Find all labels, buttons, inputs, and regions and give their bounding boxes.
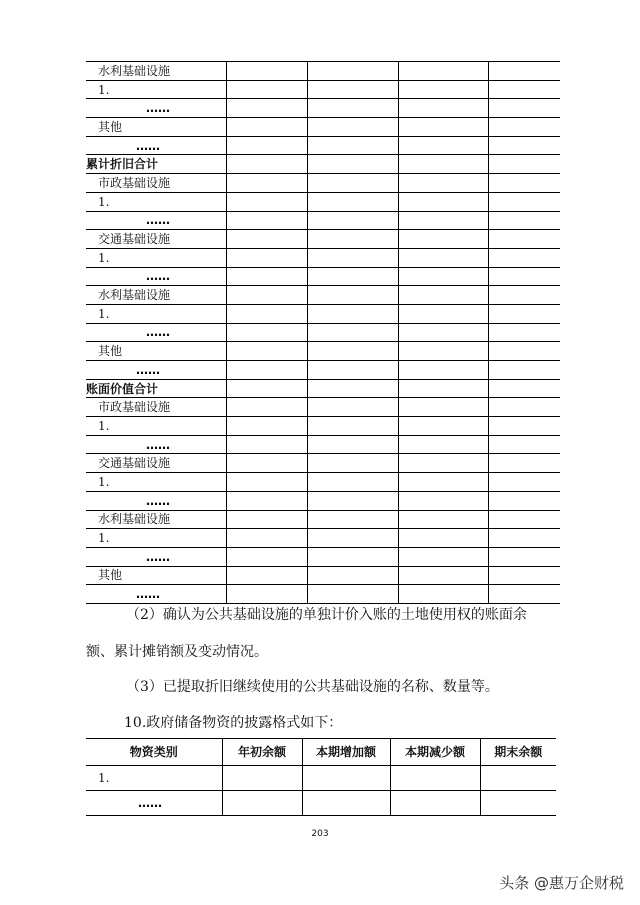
row-label: …… bbox=[86, 361, 226, 380]
row-label: …… bbox=[136, 587, 160, 602]
empty-cell bbox=[398, 99, 488, 118]
empty-cell bbox=[488, 286, 560, 305]
empty-cell bbox=[398, 304, 488, 323]
row-label: …… bbox=[86, 435, 226, 454]
empty-cell bbox=[398, 174, 488, 193]
header-material-category: 物资类别 bbox=[86, 739, 222, 766]
empty-cell bbox=[226, 342, 307, 361]
empty-cell bbox=[488, 473, 560, 492]
section-10-heading: 10.政府储备物资的披露格式如下： bbox=[124, 715, 343, 731]
table-row bbox=[86, 361, 560, 380]
empty-cell bbox=[488, 323, 560, 342]
empty-cell bbox=[488, 547, 560, 566]
empty-cell bbox=[488, 491, 560, 510]
table-row bbox=[86, 62, 560, 81]
empty-cell bbox=[226, 585, 307, 604]
empty-cell bbox=[226, 286, 307, 305]
table-row bbox=[86, 304, 560, 323]
table-row bbox=[86, 118, 560, 137]
row-label: 累计折旧合计 bbox=[86, 155, 226, 174]
empty-cell bbox=[226, 62, 307, 81]
empty-cell bbox=[488, 62, 560, 81]
row-label: 市政基础设施 bbox=[86, 398, 226, 417]
paragraph-2-line-2: 额、累计摊销额及变动情况。 bbox=[86, 644, 268, 660]
empty-cell bbox=[488, 398, 560, 417]
empty-cell bbox=[398, 417, 488, 436]
empty-cell bbox=[307, 473, 398, 492]
empty-cell bbox=[398, 547, 488, 566]
empty-cell bbox=[488, 342, 560, 361]
empty-cell bbox=[307, 80, 398, 99]
row-label: 1. bbox=[86, 192, 226, 211]
empty-cell bbox=[226, 248, 307, 267]
row-label: 1. bbox=[86, 304, 226, 323]
row-label: 水利基础设施 bbox=[86, 286, 226, 305]
table-row bbox=[86, 398, 560, 417]
table-row bbox=[86, 248, 560, 267]
empty-cell bbox=[302, 791, 390, 816]
infrastructure-table bbox=[86, 61, 560, 604]
table-row bbox=[86, 323, 560, 342]
row-label: 1. bbox=[86, 529, 226, 548]
empty-cell bbox=[398, 454, 488, 473]
empty-cell bbox=[307, 510, 398, 529]
empty-cell bbox=[307, 230, 398, 249]
empty-cell bbox=[488, 454, 560, 473]
table-row bbox=[86, 211, 560, 230]
empty-cell bbox=[488, 566, 560, 585]
empty-cell bbox=[390, 766, 480, 791]
row-label: 1. bbox=[86, 766, 222, 791]
empty-cell bbox=[398, 267, 488, 286]
empty-cell bbox=[307, 379, 398, 398]
table-row bbox=[86, 136, 560, 155]
empty-cell bbox=[480, 766, 556, 791]
empty-cell bbox=[226, 174, 307, 193]
empty-cell bbox=[398, 510, 488, 529]
empty-cell bbox=[307, 174, 398, 193]
empty-cell bbox=[488, 248, 560, 267]
table-row bbox=[86, 286, 560, 305]
watermark: 头条 @惠万企财税 bbox=[499, 874, 624, 892]
empty-cell bbox=[488, 529, 560, 548]
row-label: …… bbox=[86, 136, 226, 155]
empty-cell bbox=[488, 304, 560, 323]
empty-cell bbox=[226, 267, 307, 286]
row-label: …… bbox=[86, 547, 226, 566]
empty-cell bbox=[488, 417, 560, 436]
empty-cell bbox=[307, 248, 398, 267]
empty-cell bbox=[226, 473, 307, 492]
row-label: …… bbox=[86, 491, 226, 510]
table-row bbox=[86, 547, 560, 566]
empty-cell bbox=[307, 491, 398, 510]
empty-cell bbox=[398, 80, 488, 99]
empty-cell bbox=[398, 491, 488, 510]
row-label: …… bbox=[86, 211, 226, 230]
row-label: 1. bbox=[86, 248, 226, 267]
empty-cell bbox=[307, 342, 398, 361]
empty-cell bbox=[307, 62, 398, 81]
empty-cell bbox=[488, 174, 560, 193]
table-row bbox=[86, 454, 560, 473]
table-row bbox=[86, 473, 560, 492]
empty-cell bbox=[226, 491, 307, 510]
header-period-increase: 本期增加额 bbox=[302, 739, 390, 766]
empty-cell bbox=[226, 417, 307, 436]
empty-cell bbox=[307, 454, 398, 473]
empty-cell bbox=[307, 585, 398, 604]
empty-cell bbox=[226, 80, 307, 99]
header-period-decrease: 本期减少额 bbox=[390, 739, 480, 766]
table-row bbox=[86, 766, 556, 791]
table-row bbox=[86, 99, 560, 118]
empty-cell bbox=[302, 766, 390, 791]
empty-cell bbox=[398, 361, 488, 380]
empty-cell bbox=[488, 99, 560, 118]
row-label: 水利基础设施 bbox=[86, 510, 226, 529]
empty-cell bbox=[307, 211, 398, 230]
table-row bbox=[86, 417, 560, 436]
empty-cell bbox=[222, 791, 302, 816]
empty-cell bbox=[398, 230, 488, 249]
empty-cell bbox=[488, 118, 560, 137]
paragraph-2-line-1: （2）确认为公共基础设施的单独计价入账的土地使用权的账面余 bbox=[126, 607, 527, 623]
empty-cell bbox=[398, 342, 488, 361]
empty-cell bbox=[488, 267, 560, 286]
empty-cell bbox=[307, 417, 398, 436]
table-row bbox=[86, 491, 560, 510]
table-row bbox=[86, 566, 560, 585]
empty-cell bbox=[226, 566, 307, 585]
empty-cell bbox=[488, 379, 560, 398]
empty-cell bbox=[307, 192, 398, 211]
empty-cell bbox=[307, 155, 398, 174]
empty-cell bbox=[488, 585, 560, 604]
empty-cell bbox=[390, 791, 480, 816]
row-label: 1. bbox=[86, 80, 226, 99]
empty-cell bbox=[488, 361, 560, 380]
row-label: 1. bbox=[86, 473, 226, 492]
empty-cell bbox=[398, 211, 488, 230]
empty-cell bbox=[226, 361, 307, 380]
empty-cell bbox=[307, 323, 398, 342]
empty-cell bbox=[226, 99, 307, 118]
row-label: 交通基础设施 bbox=[86, 230, 226, 249]
table-row bbox=[86, 379, 560, 398]
empty-cell bbox=[398, 323, 488, 342]
empty-cell bbox=[398, 398, 488, 417]
empty-cell bbox=[488, 136, 560, 155]
table-row bbox=[86, 435, 560, 454]
empty-cell bbox=[307, 529, 398, 548]
empty-cell bbox=[226, 136, 307, 155]
empty-cell bbox=[488, 435, 560, 454]
empty-cell bbox=[226, 155, 307, 174]
header-opening-balance: 年初余额 bbox=[222, 739, 302, 766]
empty-cell bbox=[488, 155, 560, 174]
empty-cell bbox=[307, 547, 398, 566]
empty-cell bbox=[488, 211, 560, 230]
row-label: …… bbox=[86, 267, 226, 286]
empty-cell bbox=[398, 192, 488, 211]
table-row bbox=[86, 267, 560, 286]
empty-cell bbox=[398, 585, 488, 604]
row-label: 其他 bbox=[86, 342, 226, 361]
row-label: 其他 bbox=[86, 566, 226, 585]
empty-cell bbox=[398, 62, 488, 81]
empty-cell bbox=[307, 304, 398, 323]
row-label: 1. bbox=[86, 417, 226, 436]
empty-cell bbox=[488, 80, 560, 99]
empty-cell bbox=[226, 323, 307, 342]
empty-cell bbox=[226, 379, 307, 398]
empty-cell bbox=[307, 118, 398, 137]
empty-cell bbox=[226, 230, 307, 249]
table-row bbox=[86, 174, 560, 193]
empty-cell bbox=[488, 192, 560, 211]
page-number: 203 bbox=[311, 829, 329, 839]
row-label: …… bbox=[86, 99, 226, 118]
empty-cell bbox=[307, 361, 398, 380]
empty-cell bbox=[222, 766, 302, 791]
row-label: …… bbox=[138, 796, 162, 810]
table-row bbox=[86, 529, 560, 548]
empty-cell bbox=[307, 566, 398, 585]
table-header-row bbox=[86, 739, 556, 766]
empty-cell bbox=[398, 529, 488, 548]
empty-cell bbox=[398, 473, 488, 492]
empty-cell bbox=[398, 136, 488, 155]
empty-cell bbox=[226, 435, 307, 454]
empty-cell bbox=[398, 379, 488, 398]
empty-cell bbox=[226, 304, 307, 323]
table-row bbox=[86, 342, 560, 361]
empty-cell bbox=[488, 510, 560, 529]
table-row bbox=[86, 510, 560, 529]
reserve-materials-table bbox=[86, 738, 556, 816]
row-label: …… bbox=[86, 323, 226, 342]
empty-cell bbox=[307, 398, 398, 417]
empty-cell bbox=[226, 398, 307, 417]
row-label: 水利基础设施 bbox=[86, 62, 226, 81]
header-closing-balance: 期末余额 bbox=[480, 739, 556, 766]
empty-cell bbox=[226, 192, 307, 211]
empty-cell bbox=[307, 99, 398, 118]
empty-cell bbox=[226, 547, 307, 566]
empty-cell bbox=[398, 435, 488, 454]
row-label: 交通基础设施 bbox=[86, 454, 226, 473]
empty-cell bbox=[398, 286, 488, 305]
table-row bbox=[86, 192, 560, 211]
row-label: 市政基础设施 bbox=[86, 174, 226, 193]
table-row bbox=[86, 585, 560, 604]
table-row bbox=[86, 230, 560, 249]
empty-cell bbox=[307, 286, 398, 305]
table-row bbox=[86, 80, 560, 99]
empty-cell bbox=[226, 211, 307, 230]
empty-cell bbox=[226, 454, 307, 473]
empty-cell bbox=[398, 566, 488, 585]
table-row bbox=[86, 791, 556, 816]
empty-cell bbox=[307, 435, 398, 454]
table-row bbox=[86, 155, 560, 174]
empty-cell bbox=[307, 136, 398, 155]
empty-cell bbox=[226, 510, 307, 529]
empty-cell bbox=[398, 118, 488, 137]
empty-cell bbox=[488, 230, 560, 249]
empty-cell bbox=[480, 791, 556, 816]
empty-cell bbox=[398, 248, 488, 267]
row-label: 其他 bbox=[86, 118, 226, 137]
empty-cell bbox=[226, 529, 307, 548]
empty-cell bbox=[226, 118, 307, 137]
empty-cell bbox=[398, 155, 488, 174]
paragraph-3: （3）已提取折旧继续使用的公共基础设施的名称、数量等。 bbox=[126, 679, 499, 695]
row-label: 账面价值合计 bbox=[86, 379, 226, 398]
empty-cell bbox=[307, 267, 398, 286]
